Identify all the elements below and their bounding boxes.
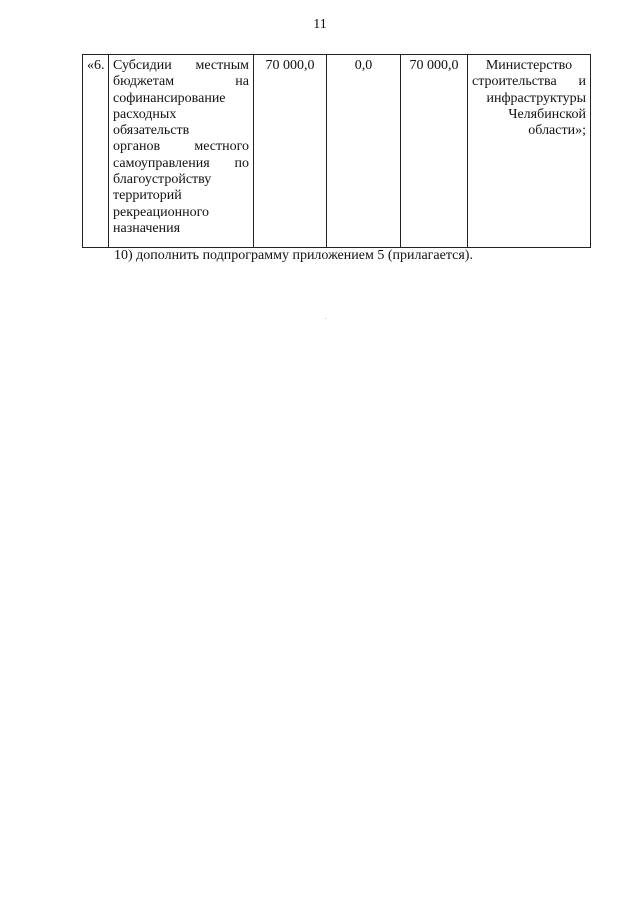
subsidy-table <box>82 54 591 248</box>
name-line: расходных <box>113 106 177 122</box>
closing-paragraph: 10) дополнить подпрограмму приложением 5 (прилагается). <box>114 248 473 263</box>
name-line: бюджетам на <box>113 74 249 90</box>
name-line: благоустройству <box>113 172 212 188</box>
row-number-cell <box>83 55 109 248</box>
executor-line: Министерство <box>485 58 573 73</box>
row-name-cell <box>109 55 254 248</box>
name-line: обязательств <box>113 123 190 139</box>
scan-artifact <box>325 318 326 319</box>
page-number: 11 <box>313 17 327 32</box>
name-line: Субсидии местным <box>113 58 249 73</box>
total-amount: 70 000,0 <box>265 58 315 73</box>
executor-line: области»; <box>528 123 586 139</box>
name-line: органов местного <box>113 139 249 155</box>
row-number: «6. <box>87 58 105 73</box>
executor-line: Челябинской <box>508 106 586 122</box>
executor-line: строительства и <box>472 74 586 90</box>
total-amount-cell <box>254 55 327 248</box>
federal-amount: 0,0 <box>354 58 373 73</box>
regional-amount-cell <box>401 55 468 248</box>
name-line: софинансирование <box>113 90 226 106</box>
executor-line: инфраструктуры <box>486 90 586 106</box>
regional-amount: 70 000,0 <box>409 58 459 73</box>
name-line: самоуправления по <box>113 155 249 171</box>
table-row <box>83 55 591 248</box>
name-line: рекреационного <box>113 204 209 220</box>
executor-cell <box>468 55 591 248</box>
name-line: назначения <box>113 220 181 236</box>
federal-amount-cell <box>327 55 401 248</box>
name-line: территорий <box>113 188 182 204</box>
